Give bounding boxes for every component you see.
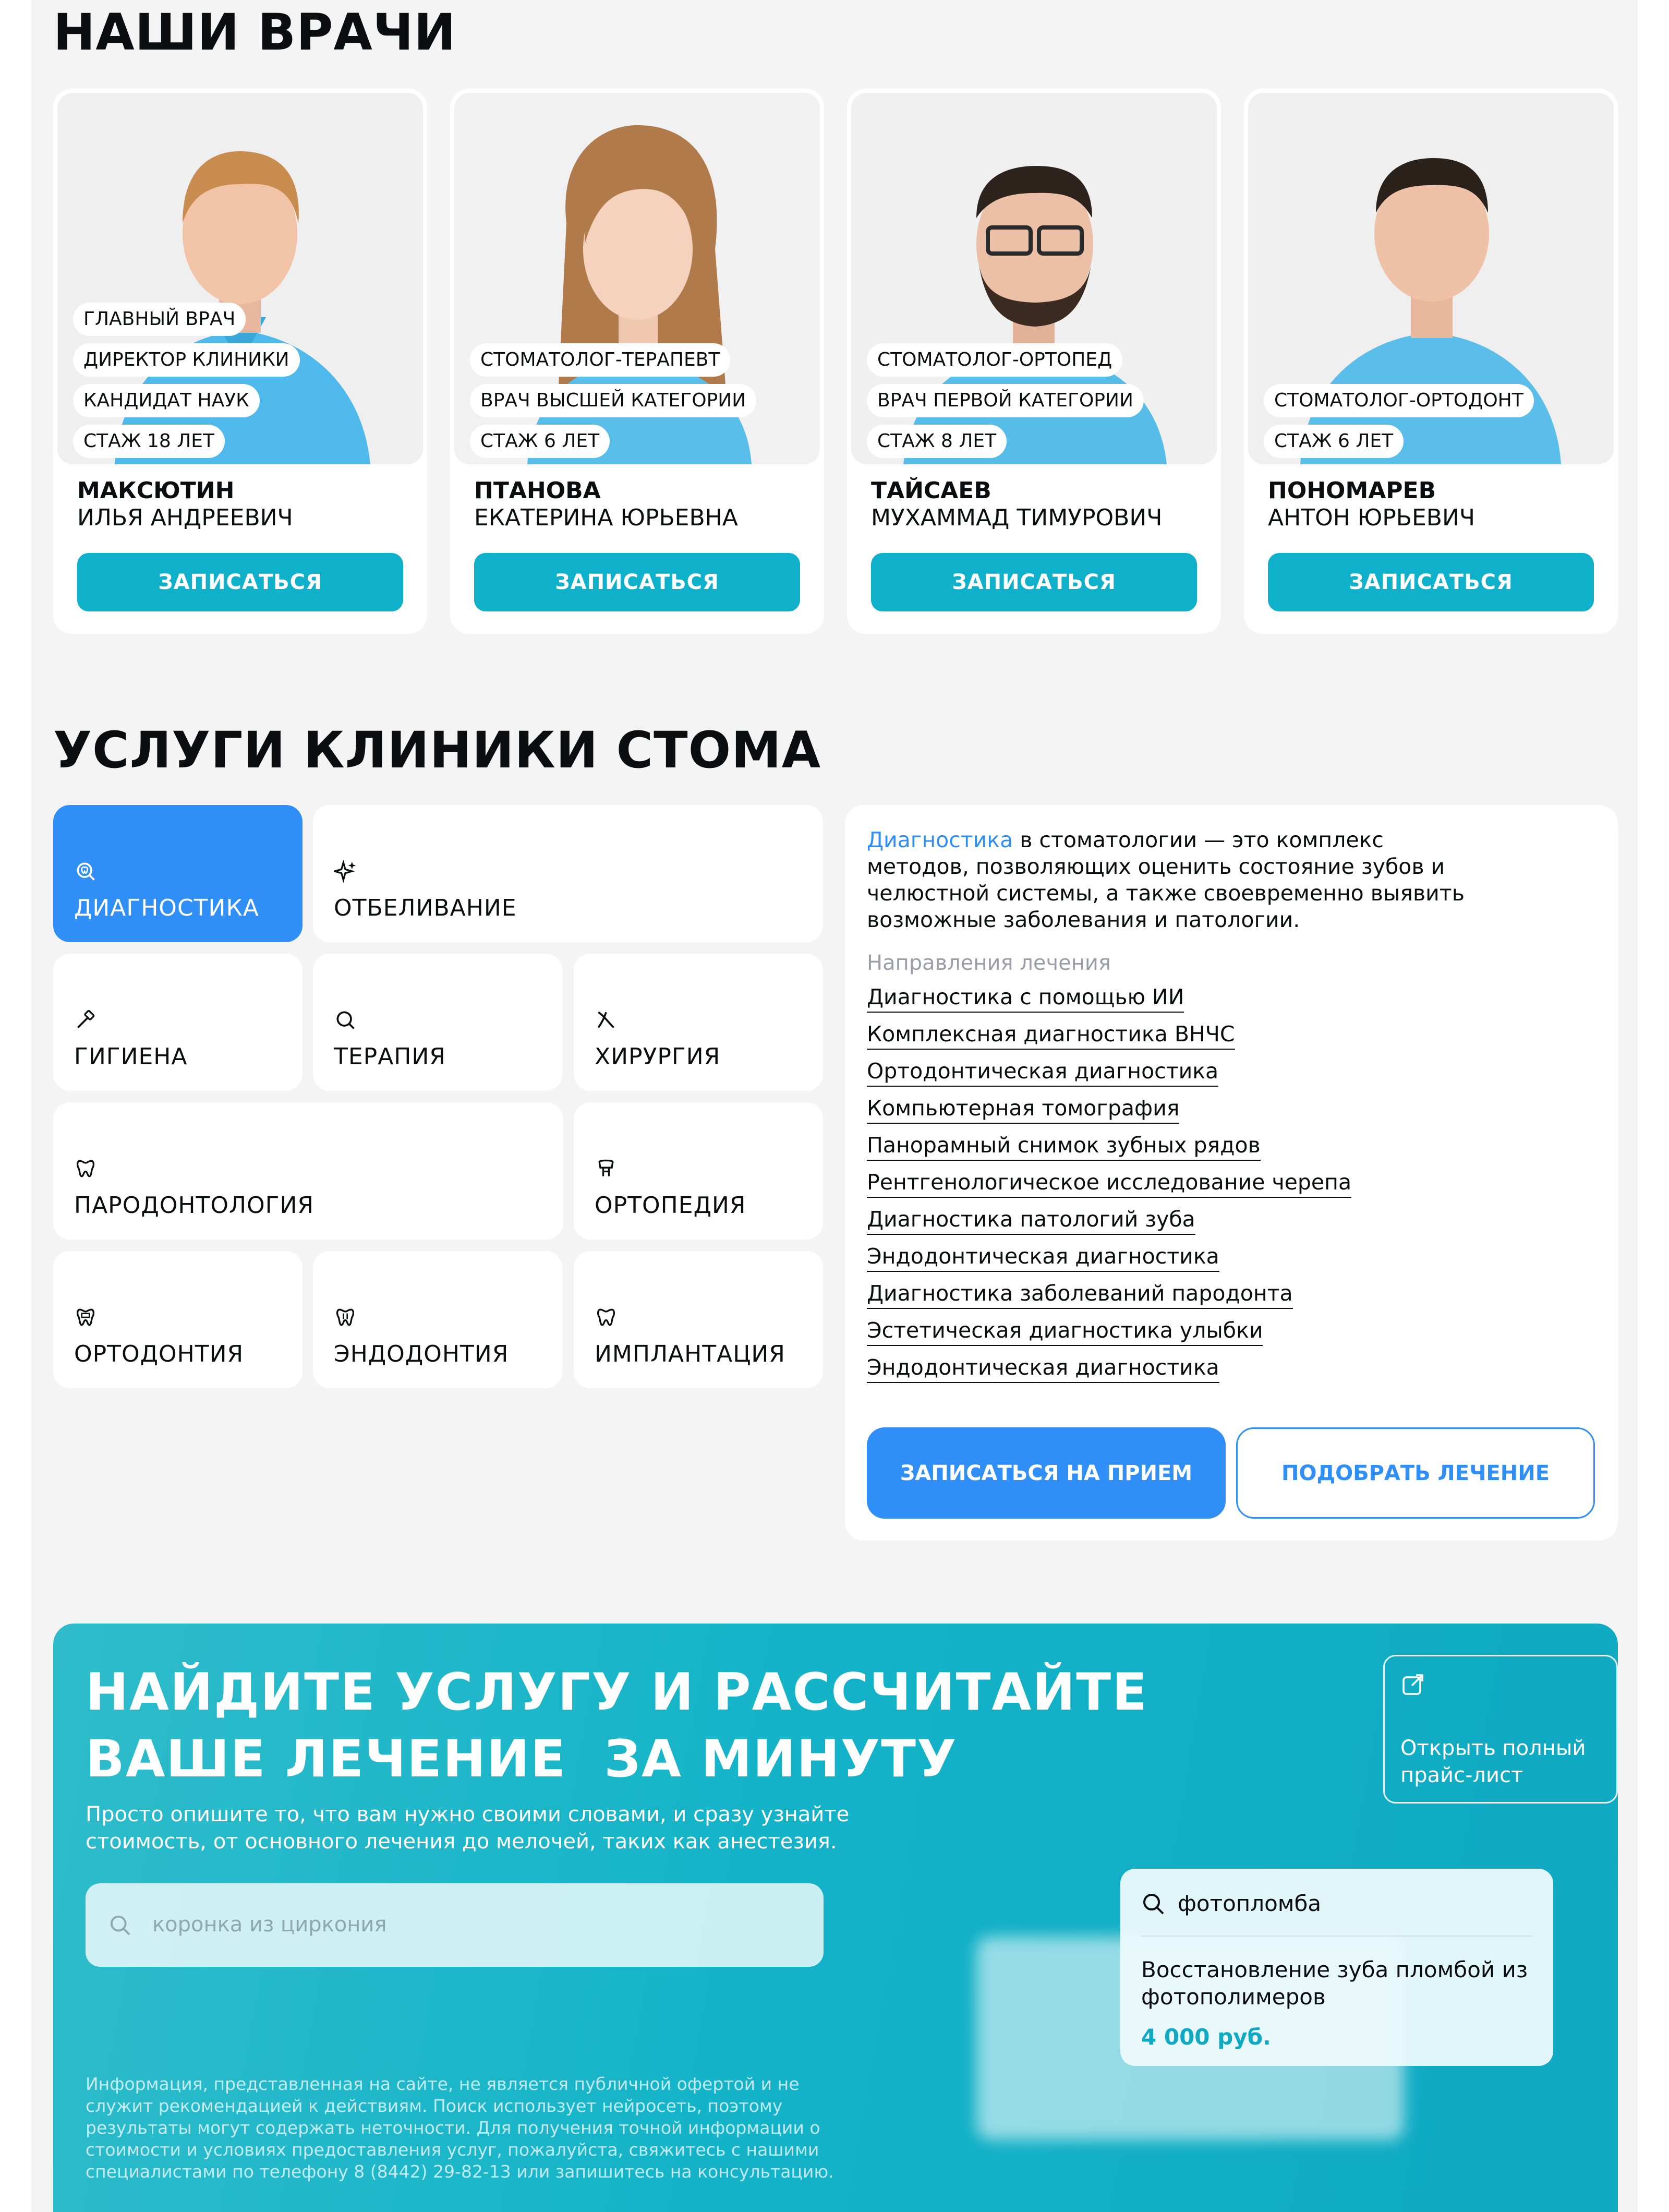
forceps-icon bbox=[595, 1008, 618, 1031]
direction-link[interactable]: Комплексная диагностика ВНЧС bbox=[867, 1022, 1351, 1059]
implant-icon bbox=[595, 1306, 618, 1329]
book-doctor-button[interactable]: ЗАПИСАТЬСЯ bbox=[474, 553, 800, 611]
doctor-first-name: АНТОН ЮРЬЕВИЧ bbox=[1268, 504, 1476, 531]
doctor-last-name: ПОНОМАРЕВ bbox=[1268, 477, 1436, 504]
service-tile-label: ОРТОДОНТИЯ bbox=[74, 1341, 244, 1367]
service-search-input[interactable] bbox=[86, 1883, 824, 1967]
book-doctor-button[interactable]: ЗАПИСАТЬСЯ bbox=[77, 553, 403, 611]
doctors-grid bbox=[53, 89, 1618, 634]
direction-link[interactable]: Ортодонтическая диагностика bbox=[867, 1059, 1351, 1096]
service-tile-label: ПАРОДОНТОЛОГИЯ bbox=[74, 1192, 314, 1219]
doctor-photo bbox=[851, 93, 1217, 464]
doctor-badges bbox=[867, 343, 1144, 458]
doctor-card bbox=[450, 89, 824, 634]
direction-link[interactable]: Диагностика с помощью ИИ bbox=[867, 985, 1351, 1022]
divider bbox=[1141, 1936, 1532, 1937]
doctor-photo bbox=[454, 93, 820, 464]
banner-title-line: ВАШЕ ЛЕЧЕНИЕ ЗА МИНУТУ bbox=[86, 1729, 958, 1789]
result-title: Восстановление зуба пломбой из фотополимеров bbox=[1141, 1957, 1528, 2010]
price-list-label: Открыть полный прайс-лист bbox=[1400, 1736, 1586, 1787]
doctor-badge: СТАЖ 6 ЛЕТ bbox=[470, 425, 610, 458]
doctor-card bbox=[1244, 89, 1618, 634]
doctors-title: НАШИ ВРАЧИ bbox=[53, 3, 456, 62]
service-tile-label: ТЕРАПИЯ bbox=[334, 1043, 446, 1070]
service-tile-implantation[interactable] bbox=[574, 1251, 823, 1388]
price-search-banner bbox=[53, 1624, 1618, 2212]
service-tile-diagnostics[interactable] bbox=[53, 805, 303, 942]
tooth-search-icon bbox=[334, 1008, 357, 1031]
open-price-list-link[interactable] bbox=[1383, 1655, 1618, 1804]
search-icon bbox=[108, 1914, 132, 1938]
brush-icon bbox=[74, 1008, 97, 1031]
doctor-badge: СТАЖ 6 ЛЕТ bbox=[1264, 425, 1404, 458]
search-result-card[interactable] bbox=[1120, 1869, 1553, 2066]
service-tile-label: ДИАГНОСТИКА bbox=[74, 895, 259, 921]
doctor-badges bbox=[73, 303, 300, 458]
directions-title: Направления лечения bbox=[867, 951, 1111, 975]
service-tile-periodontology[interactable] bbox=[53, 1102, 563, 1240]
page bbox=[31, 0, 1638, 2212]
diagnostics-icon bbox=[74, 860, 97, 883]
doctor-badge: СТОМАТОЛОГ-ТЕРАПЕВТ bbox=[470, 343, 730, 377]
service-tile-label: ОТБЕЛИВАНИЕ bbox=[334, 895, 517, 921]
external-link-icon bbox=[1400, 1672, 1425, 1697]
direction-link[interactable]: Эндодонтическая диагностика bbox=[867, 1355, 1351, 1392]
service-tile-therapy[interactable] bbox=[313, 954, 562, 1091]
service-tile-surgery[interactable] bbox=[574, 954, 823, 1091]
tooth-icon bbox=[74, 1157, 97, 1180]
doctor-name bbox=[77, 477, 293, 532]
doctor-first-name: ИЛЬЯ АНДРЕЕВИЧ bbox=[77, 504, 293, 531]
direction-link[interactable]: Диагностика заболеваний пародонта bbox=[867, 1281, 1351, 1318]
search-icon bbox=[1141, 1892, 1166, 1917]
service-tile-label: ГИГИЕНА bbox=[74, 1043, 188, 1070]
choose-treatment-button[interactable]: ПОДОБРАТЬ ЛЕЧЕНИЕ bbox=[1236, 1427, 1595, 1519]
service-description-text: в стоматологии — это комплекс методов, позволяющих оценить состояние зубов и челюстной системы, а также своевременно выявить возможные заболевания и патологии. bbox=[867, 827, 1465, 932]
book-doctor-button[interactable]: ЗАПИСАТЬСЯ bbox=[1268, 553, 1594, 611]
book-appointment-button[interactable]: ЗАПИСАТЬСЯ НА ПРИЕМ bbox=[867, 1427, 1226, 1519]
doctor-first-name: МУХАММАД ТИМУРОВИЧ bbox=[871, 504, 1163, 531]
doctor-badge: СТОМАТОЛОГ-ОРТОПЕД bbox=[867, 343, 1122, 377]
doctor-name bbox=[474, 477, 738, 532]
doctor-last-name: МАКСЮТИН bbox=[77, 477, 235, 504]
doctor-name bbox=[871, 477, 1162, 532]
service-tile-orthodontics[interactable] bbox=[53, 1251, 303, 1388]
direction-link[interactable]: Эстетическая диагностика улыбки bbox=[867, 1318, 1351, 1355]
doctor-badge: ВРАЧ ПЕРВОЙ КАТЕГОРИИ bbox=[867, 384, 1144, 417]
doctor-badges bbox=[470, 343, 756, 458]
doctor-badge: ВРАЧ ВЫСШЕЙ КАТЕГОРИИ bbox=[470, 384, 756, 417]
search-query: фотопломба bbox=[1178, 1891, 1322, 1916]
banner-title bbox=[86, 1659, 1148, 1793]
doctor-badge: ДИРЕКТОР КЛИНИКИ bbox=[73, 343, 300, 377]
doctor-name bbox=[1268, 477, 1475, 532]
crown-icon bbox=[595, 1157, 618, 1180]
service-detail-panel bbox=[845, 805, 1618, 1541]
banner-subtitle: Просто опишите то, что вам нужно своими словами, и сразу узнайте стоимость, от основного лечения до мелочей, таких как анестезия. bbox=[86, 1802, 850, 1854]
doctor-badge: СТАЖ 18 ЛЕТ bbox=[73, 425, 225, 458]
doctor-photo bbox=[57, 93, 423, 464]
banner-title-line: НАЙДИТЕ УСЛУГУ И РАССЧИТАЙТЕ bbox=[86, 1663, 1148, 1722]
service-tile-hygiene[interactable] bbox=[53, 954, 303, 1091]
doctor-first-name: ЕКАТЕРИНА ЮРЬЕВНА bbox=[474, 504, 738, 531]
services-title: УСЛУГИ КЛИНИКИ СТОМА bbox=[53, 721, 821, 779]
direction-link[interactable]: Рентгенологическое исследование черепа bbox=[867, 1170, 1351, 1207]
service-tile-label: ЭНДОДОНТИЯ bbox=[334, 1341, 509, 1367]
direction-link[interactable]: Эндодонтическая диагностика bbox=[867, 1244, 1351, 1281]
direction-link[interactable]: Панорамный снимок зубных рядов bbox=[867, 1133, 1351, 1170]
direction-link[interactable]: Компьютерная томография bbox=[867, 1096, 1351, 1133]
book-doctor-button[interactable]: ЗАПИСАТЬСЯ bbox=[871, 553, 1197, 611]
directions-list bbox=[867, 985, 1351, 1392]
braces-icon bbox=[74, 1306, 97, 1329]
doctor-badges bbox=[1264, 384, 1534, 458]
service-tile-whitening[interactable] bbox=[313, 805, 823, 942]
doctor-card bbox=[53, 89, 427, 634]
doctor-badge: ГЛАВНЫЙ ВРАЧ bbox=[73, 303, 246, 336]
doctor-last-name: ТАЙСАЕВ bbox=[871, 477, 991, 504]
direction-link[interactable]: Диагностика патологий зуба bbox=[867, 1207, 1351, 1244]
doctor-badge: КАНДИДАТ НАУК bbox=[73, 384, 260, 417]
service-tile-orthopedics[interactable] bbox=[574, 1102, 823, 1240]
doctor-badge: СТАЖ 8 ЛЕТ bbox=[867, 425, 1007, 458]
service-tile-label: ИМПЛАНТАЦИЯ bbox=[595, 1341, 785, 1367]
service-description-highlight[interactable]: Диагностика bbox=[867, 827, 1013, 852]
result-price: 4 000 руб. bbox=[1141, 2024, 1271, 2050]
doctor-photo bbox=[1248, 93, 1614, 464]
doctor-last-name: ПТАНОВА bbox=[474, 477, 601, 504]
sparkle-icon bbox=[334, 860, 357, 883]
service-tile-label: ХИРУРГИЯ bbox=[595, 1043, 721, 1070]
service-description bbox=[867, 827, 1482, 933]
service-tile-label: ОРТОПЕДИЯ bbox=[595, 1192, 746, 1219]
search-placeholder: коронка из циркония bbox=[152, 1913, 387, 1937]
root-canal-icon bbox=[334, 1306, 357, 1329]
doctor-card bbox=[847, 89, 1221, 634]
disclaimer-text: Информация, представленная на сайте, не является публичной офертой и не служит рекомендацией к действиям. Поиск использует нейросеть, поэтому результаты могут содержать неточности. Для получения точной информации о стоимости и условиях предоставления услуг, пожалуйста, свяжитесь с нашими специалистами по телефону 8 (8442) 29-82-13 или запишитесь на консультацию. bbox=[86, 2074, 834, 2182]
doctor-badge: СТОМАТОЛОГ-ОРТОДОНТ bbox=[1264, 384, 1534, 417]
service-tile-endodontics[interactable] bbox=[313, 1251, 562, 1388]
